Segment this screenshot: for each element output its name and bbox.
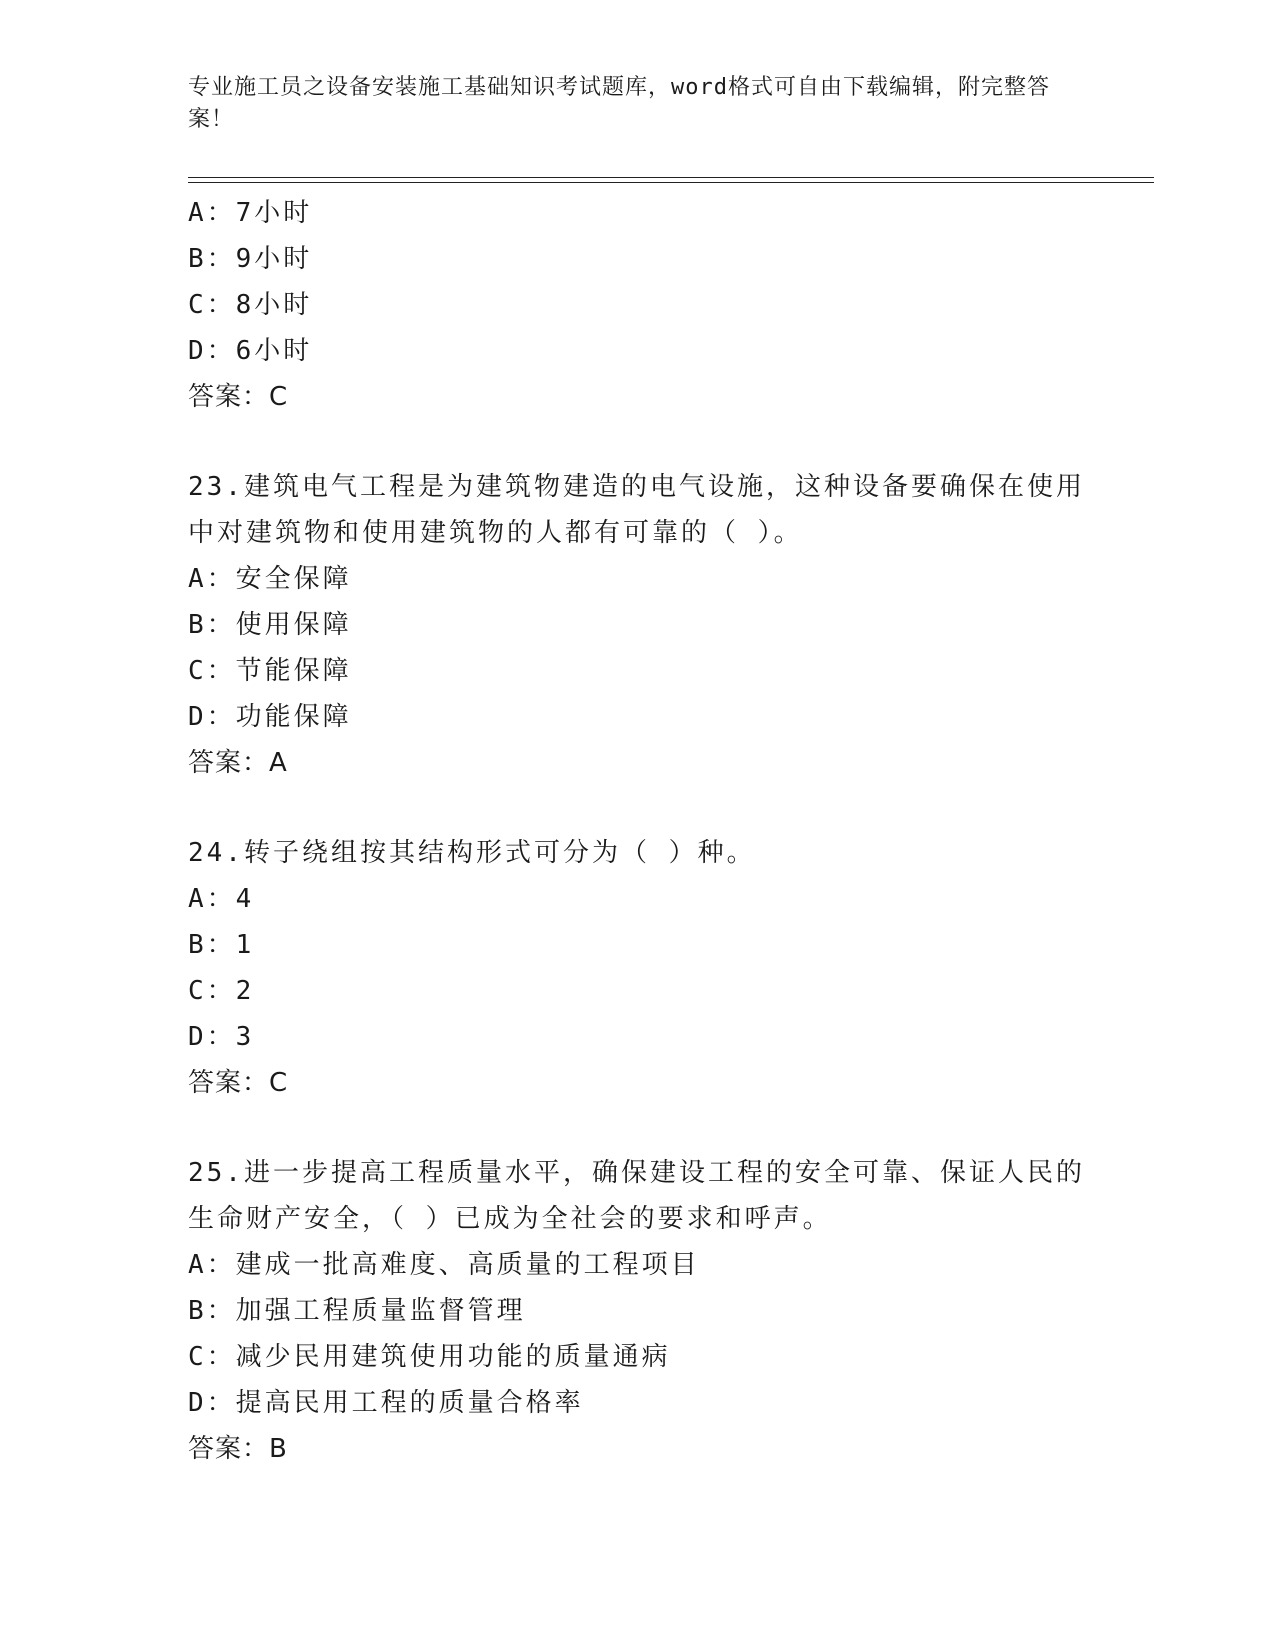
option-d: D：功能保障 <box>188 702 352 732</box>
option-d: D：6小时 <box>188 336 313 366</box>
option-c: C：节能保障 <box>188 656 352 686</box>
option-a: A：安全保障 <box>188 564 352 594</box>
option-a: A：建成一批高难度、高质量的工程项目 <box>188 1250 700 1280</box>
option-d: D：提高民用工程的质量合格率 <box>188 1388 584 1418</box>
option-c: C：8小时 <box>188 290 313 320</box>
document-header: 专业施工员之设备安装施工基础知识考试题库，word格式可自由下载编辑，附完整答案！ <box>188 75 1050 132</box>
option-d: D：3 <box>188 1022 255 1052</box>
question-text: 23.建筑电气工程是为建筑物建造的电气设施，这种设备要确保在使用中对建筑物和使用建筑物的人都有可靠的（ ）。 <box>188 472 1085 548</box>
answer-line: 答案：C <box>188 382 289 412</box>
option-b: B：1 <box>188 930 255 960</box>
header-rule-top <box>188 177 1154 178</box>
question-24 <box>188 830 1088 1106</box>
option-a: A：7小时 <box>188 198 313 228</box>
answer-line: 答案：A <box>188 748 288 778</box>
header-rule-bottom <box>188 182 1154 183</box>
option-b: B：9小时 <box>188 244 313 274</box>
option-b: B：加强工程质量监督管理 <box>188 1296 526 1326</box>
question-text: 24.转子绕组按其结构形式可分为（ ）种。 <box>188 838 756 868</box>
question-25 <box>188 1150 1088 1472</box>
answer-line: 答案：B <box>188 1434 288 1464</box>
option-a: A：4 <box>188 884 255 914</box>
option-c: C：减少民用建筑使用功能的质量通病 <box>188 1342 671 1372</box>
question-22-continued <box>188 190 1088 420</box>
question-text: 25.进一步提高工程质量水平，确保建设工程的安全可靠、保证人民的生命财产安全，（ ）已成为全社会的要求和呼声。 <box>188 1158 1085 1234</box>
option-b: B：使用保障 <box>188 610 352 640</box>
question-list <box>188 190 1088 1472</box>
option-c: C：2 <box>188 976 255 1006</box>
question-23 <box>188 464 1088 786</box>
answer-line: 答案：C <box>188 1068 289 1098</box>
